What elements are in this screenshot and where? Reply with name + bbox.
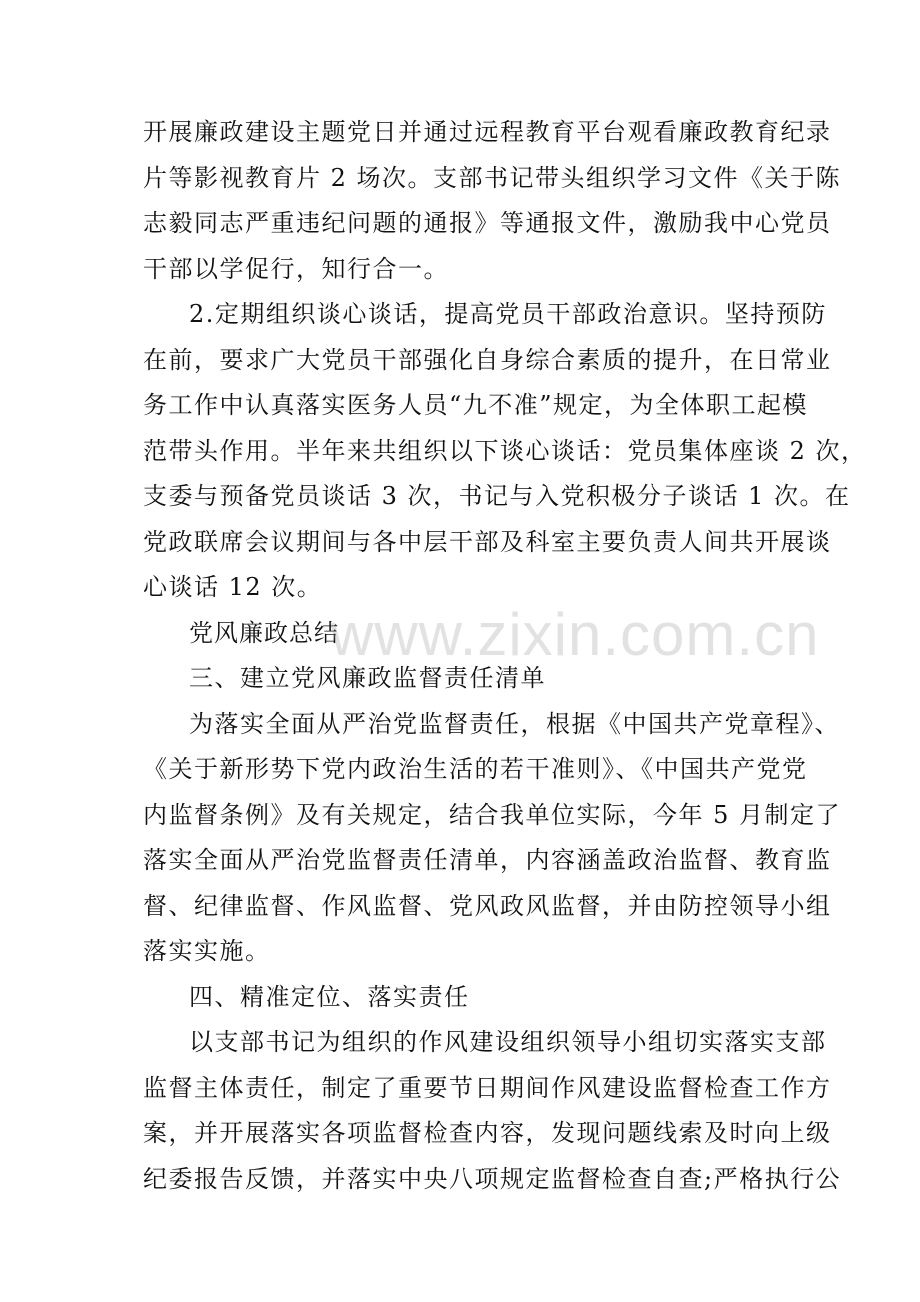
text-line-7: 务工作中认真落实医务人员“九不准”规定，为全体职工起模 xyxy=(143,391,809,419)
text-line-22: 监督主体责任，制定了重要节日期间作风建设监督检查工作方 xyxy=(143,1073,832,1102)
text-line-8: 范带头作用。半年来共组织以下谈心谈话：党员集体座谈 2 次， xyxy=(143,436,867,465)
paragraph-3-start: 为落实全面从严治党监督责任，根据《中国共产党章程》、 xyxy=(189,709,840,738)
text-line-9: 支委与预备党员谈话 3 次，书记与入党积极分子谈话 1 次。在 xyxy=(143,482,851,510)
text-line-6: 在前，要求广大党员干部强化自身综合素质的提升，在日常业 xyxy=(143,345,832,374)
text-line-15: 《关于新形势下党内政治生活的若干准则》、《中国共产党党 xyxy=(143,755,808,783)
watermark: www.zixin.com.cn xyxy=(330,601,820,668)
text-line-4: 干部以学促行，知行合一。 xyxy=(143,254,449,283)
section-heading-3: 三、建立党风廉政监督责任清单 xyxy=(189,664,546,692)
text-line-19: 落实实施。 xyxy=(143,937,271,965)
text-line-10: 党政联席会议期间与各中层干部及科室主要负责人间共开展谈 xyxy=(143,527,832,556)
text-line-2: 片等影视教育片 2 场次。支部书记带头组织学习文件《关于陈 xyxy=(143,163,842,192)
text-line-24: 纪委报告反馈，并落实中央八项规定监督检查自查;严格执行公 xyxy=(143,1164,842,1193)
section-heading-4: 四、精准定位、落实责任 xyxy=(189,982,470,1011)
section-label: 党风廉政总结 xyxy=(189,618,339,647)
text-line-18: 督、纪律监督、作风监督、党风政风监督，并由防控领导小组 xyxy=(143,891,832,920)
text-line-1: 开展廉政建设主题党日并通过远程教育平台观看廉政教育纪录 xyxy=(143,118,832,146)
paragraph-4-start: 以支部书记为组织的作风建设组织领导小组切实落实支部 xyxy=(189,1028,827,1056)
paragraph-2-start: 2.定期组织谈心谈话，提高党员干部政治意识。坚持预防 xyxy=(189,300,827,328)
text-line-17: 落实全面从严治党监督责任清单，内容涵盖政治监督、教育监 xyxy=(143,846,832,874)
text-line-3: 志毅同志严重违纪问题的通报》等通报文件，激励我中心党员 xyxy=(143,209,832,237)
text-line-23: 案，并开展落实各项监督检查内容，发现问题线索及时向上级 xyxy=(143,1119,832,1147)
text-line-11: 心谈话 12 次。 xyxy=(143,573,323,601)
text-line-16: 内监督条例》及有关规定，结合我单位实际，今年 5 月制定了 xyxy=(143,800,842,829)
